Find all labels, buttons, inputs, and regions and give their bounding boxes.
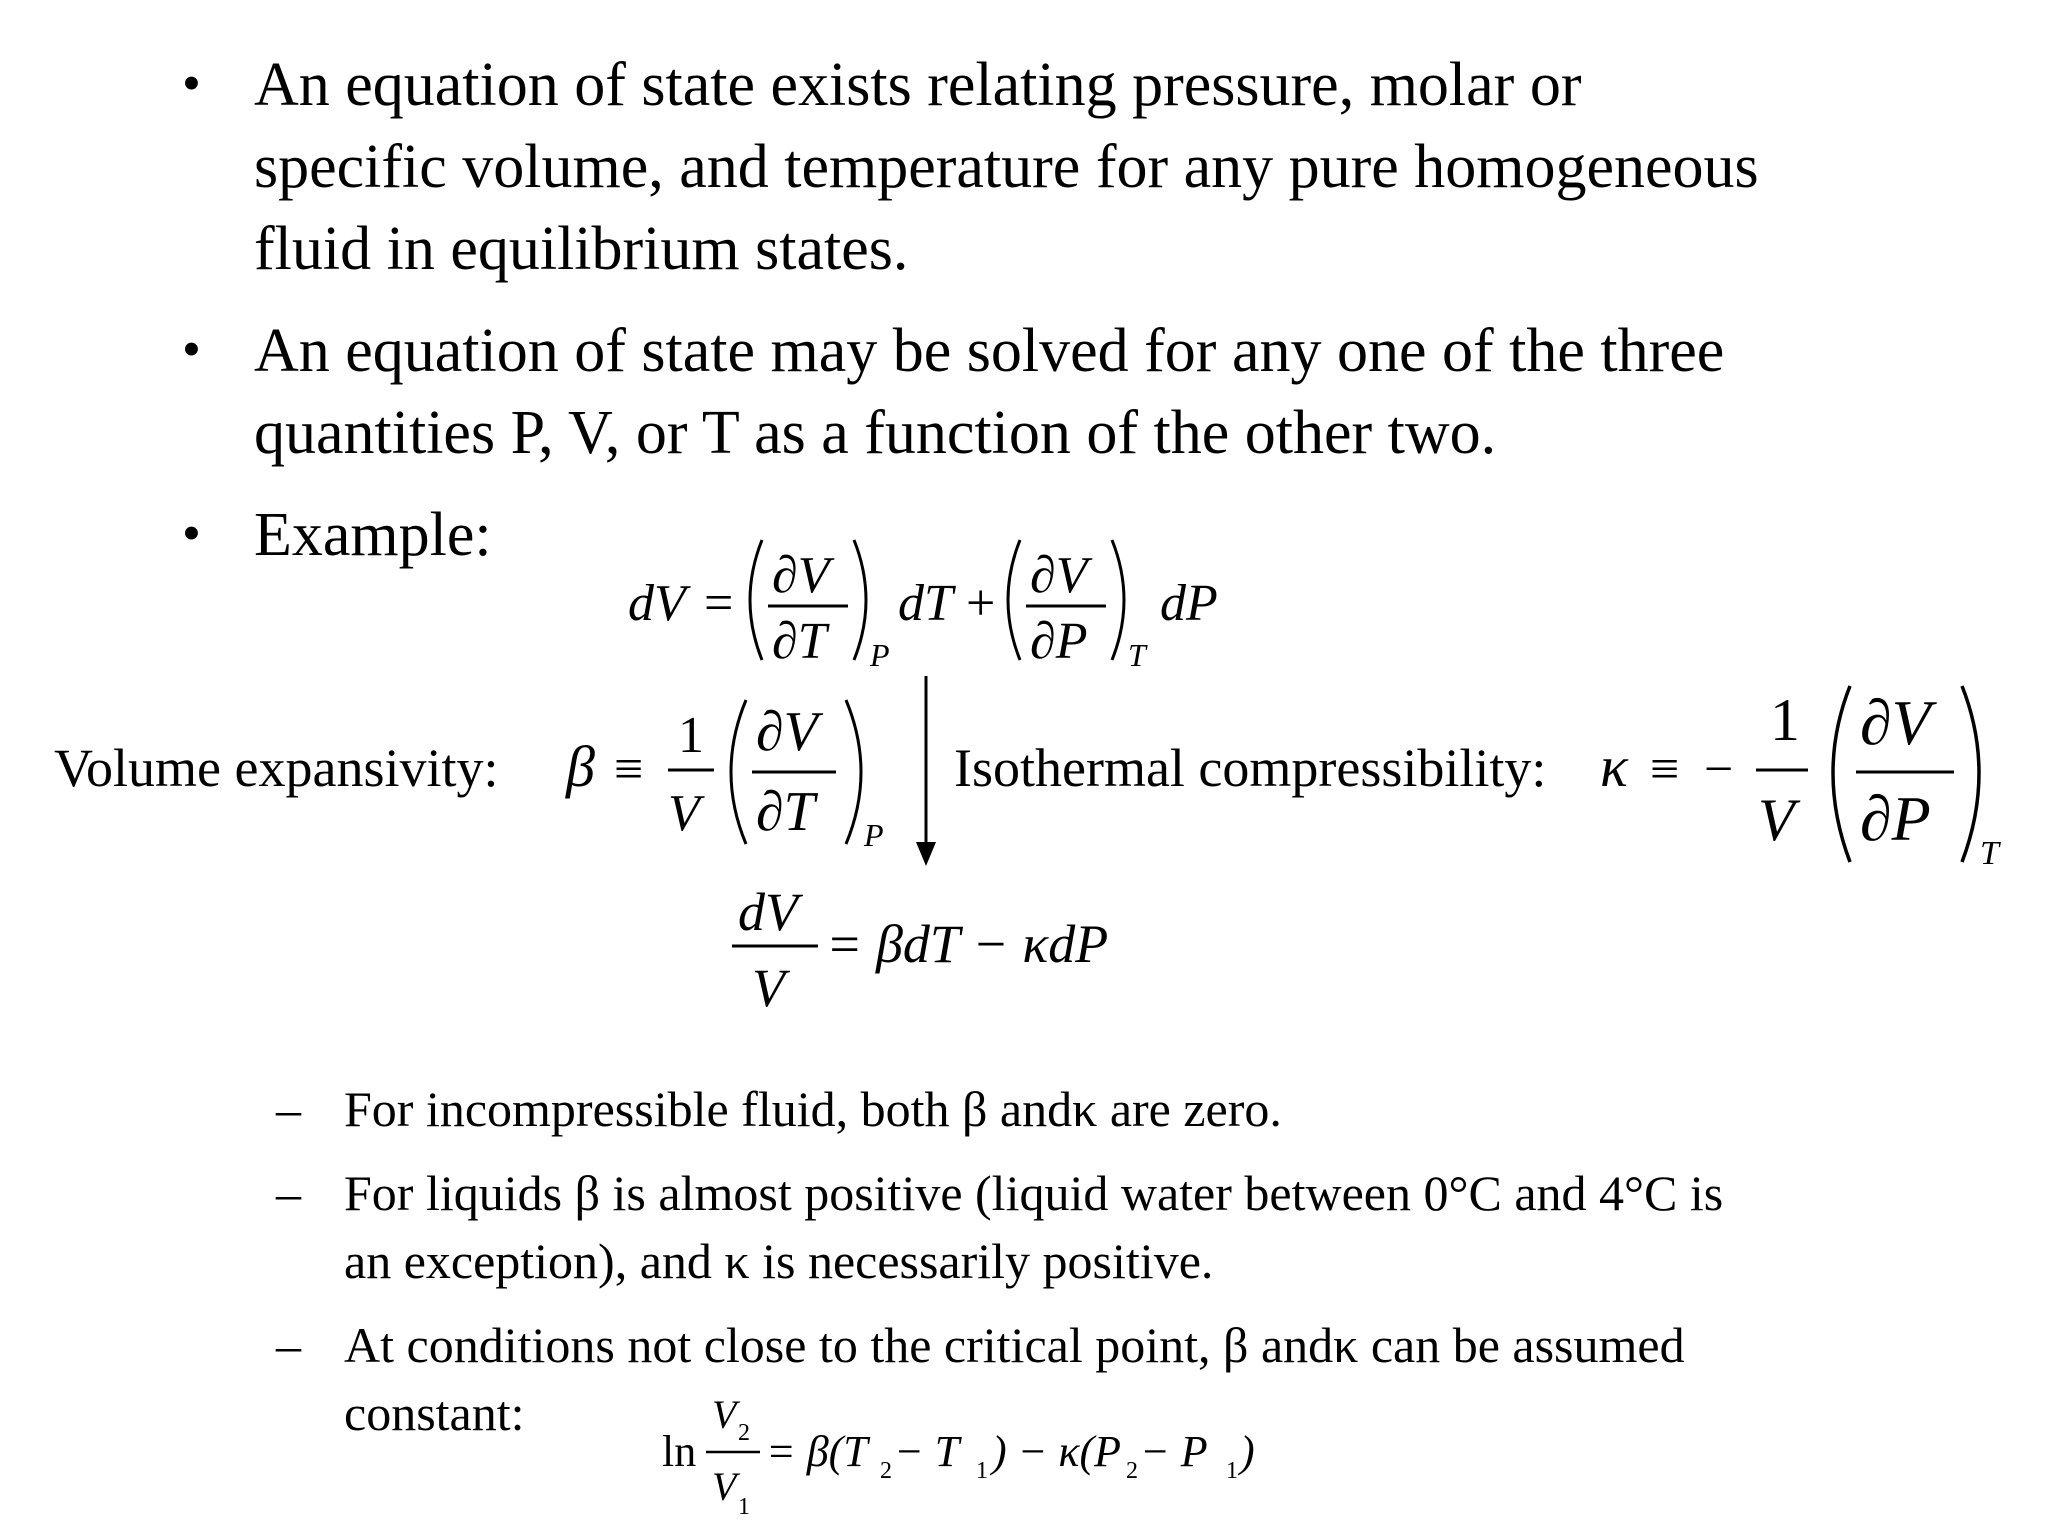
integrated-sub-a: 2 — [880, 1458, 892, 1484]
v1-sub: 1 — [738, 1494, 750, 1520]
bullet-marker: • — [182, 503, 201, 563]
partial-num: ∂V — [1860, 687, 1931, 758]
kappa-symbol: κ — [1600, 734, 1628, 799]
integrated-sub-b: 1 — [976, 1458, 988, 1484]
compressibility-label: Isothermal compressibility: — [954, 738, 1547, 798]
expansivity-definition — [54, 700, 884, 853]
one: 1 — [678, 707, 704, 764]
sub-bullet-2-line-1: For liquids β is almost positive (liquid water between 0°C and 4°C is — [344, 1165, 1724, 1221]
equiv-sign: ≡ — [1650, 741, 1680, 798]
integrated-rhs-3: ) − κ(P — [992, 1427, 1121, 1476]
dt-term: dT — [898, 575, 953, 632]
bullet-2-line-1: An equation of state may be solved for any one of the three — [254, 317, 1725, 385]
down-arrow-head — [916, 842, 936, 866]
result-rhs: = βdT − κdP — [826, 914, 1109, 974]
v1-den: V — [712, 1464, 737, 1509]
dv-lhs: dV — [628, 575, 686, 632]
dash-marker: – — [276, 1317, 301, 1373]
result-num: dV — [738, 882, 798, 942]
ln: ln — [662, 1427, 697, 1476]
partial-num-1: ∂V — [772, 547, 830, 604]
paren-left — [1833, 686, 1850, 862]
paren-left — [750, 540, 762, 660]
paren-right — [1962, 686, 1979, 862]
sub-bullet-3-line-2: constant: — [344, 1385, 525, 1441]
compressibility-definition — [954, 686, 2001, 872]
partial-num: ∂V — [756, 701, 818, 763]
v-denominator: V — [668, 785, 700, 842]
partial-den: ∂P — [1860, 783, 1931, 854]
bullet-marker: • — [182, 53, 201, 113]
differential-equation — [628, 540, 1218, 673]
beta-symbol: β — [566, 734, 595, 799]
paren-right — [1112, 540, 1124, 660]
sub-bullet-2-line-2: an exception), and κ is necessarily positive. — [344, 1233, 1214, 1289]
partial-den-2: ∂P — [1030, 613, 1088, 670]
integrated-rhs-1: = β(T — [766, 1427, 868, 1476]
v-denominator: V — [1758, 787, 1795, 853]
v2-num: V — [712, 1392, 737, 1437]
integrated-rhs-2: − T — [894, 1427, 960, 1476]
expansivity-label: Volume expansivity: — [54, 738, 499, 798]
minus-sign: − — [1704, 741, 1734, 798]
partial-den: ∂T — [756, 781, 815, 843]
bullet-2-line-2: quantities P, V, or T as a function of the other two. — [254, 399, 1497, 467]
bullet-1-line-1: An equation of state exists relating pressure, molar or — [254, 51, 1582, 119]
paren-right — [854, 540, 866, 660]
dp-term: dP — [1160, 575, 1218, 632]
paren-left — [731, 700, 746, 844]
paren-right — [846, 700, 861, 844]
bullet-1-line-2: specific volume, and temperature for any pure homogeneous — [254, 133, 1759, 201]
paren-left — [1008, 540, 1020, 660]
bullet-3-line-1: Example: — [254, 501, 492, 569]
subscript-p: P — [870, 637, 890, 673]
subscript-p: P — [864, 817, 884, 853]
integrated-sub-d: 1 — [1226, 1458, 1238, 1484]
result-den: V — [752, 958, 785, 1018]
integrated-sub-c: 2 — [1126, 1458, 1138, 1484]
integrated-rhs-4: − P — [1140, 1427, 1208, 1476]
partial-den-1: ∂T — [772, 613, 827, 670]
integrated-rhs-5: ) — [1240, 1427, 1255, 1476]
subscript-t: T — [1980, 835, 1999, 872]
dash-marker: – — [276, 1081, 301, 1137]
v2-sub: 2 — [738, 1420, 750, 1446]
equiv-sign: ≡ — [614, 741, 644, 798]
bullet-marker: • — [182, 319, 201, 379]
bullet-1-line-3: fluid in equilibrium states. — [254, 215, 909, 283]
result-equation — [732, 882, 1108, 1018]
plus-sign: + — [966, 575, 996, 632]
one: 1 — [1770, 687, 1800, 753]
partial-num-2: ∂V — [1030, 547, 1088, 604]
dash-marker: – — [276, 1165, 301, 1221]
integrated-equation — [662, 1392, 1255, 1520]
eq-sign: = — [704, 575, 734, 632]
sub-bullet-1-line-1: For incompressible fluid, both β andκ are zero. — [344, 1081, 1282, 1137]
subscript-t: T — [1128, 637, 1146, 673]
sub-bullet-3-line-1: At conditions not close to the critical point, β andκ can be assumed — [344, 1317, 1685, 1373]
